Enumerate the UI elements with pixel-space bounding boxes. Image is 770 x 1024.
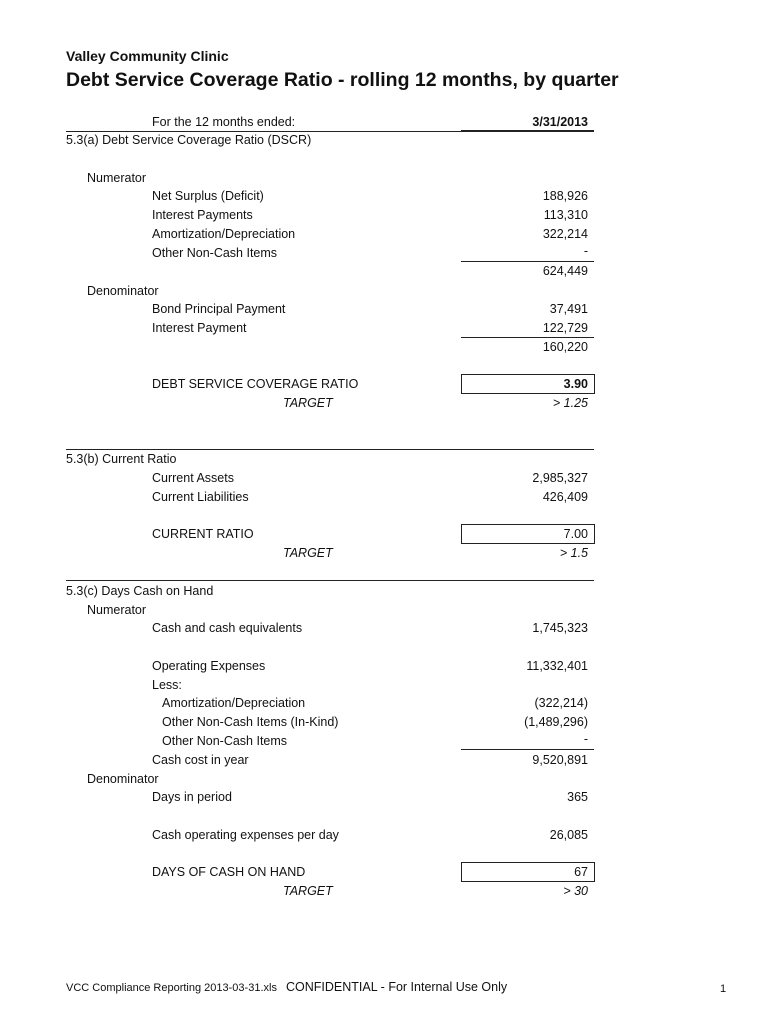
cash-cost-line bbox=[461, 749, 594, 750]
net-surplus-value: 188,926 bbox=[542, 189, 588, 203]
operating-expenses-value: 11,332,401 bbox=[526, 659, 588, 673]
period-label: For the 12 months ended: bbox=[152, 115, 296, 129]
current-ratio-value: 7.00 bbox=[563, 527, 588, 541]
less-label: Less: bbox=[152, 678, 182, 692]
less-noncash-value: - bbox=[583, 732, 588, 746]
days-target-label: TARGET bbox=[283, 884, 333, 898]
cash-cost-value: 9,520,891 bbox=[532, 753, 588, 767]
bond-principal-label: Bond Principal Payment bbox=[152, 302, 286, 316]
days-in-period-value: 365 bbox=[567, 790, 588, 804]
bond-principal-value: 37,491 bbox=[549, 302, 588, 316]
days-cash-ratio-value: 67 bbox=[574, 865, 588, 879]
interest-payments-value: 113,310 bbox=[543, 208, 588, 222]
cash-per-day-value: 26,085 bbox=[549, 828, 588, 842]
current-assets-value: 2,985,327 bbox=[532, 471, 588, 485]
page-title: Debt Service Coverage Ratio - rolling 12 months, by quarter bbox=[66, 69, 619, 91]
days-cash-ratio-label: DAYS OF CASH ON HAND bbox=[152, 865, 306, 879]
cash-cost-label: Cash cost in year bbox=[152, 753, 249, 767]
organization-name: Valley Community Clinic bbox=[66, 48, 229, 64]
footer-page-number: 1 bbox=[720, 983, 727, 995]
less-amortization-label: Amortization/Depreciation bbox=[162, 696, 306, 710]
dscr-target-value: > 1.25 bbox=[552, 396, 588, 410]
operating-expenses-label: Operating Expenses bbox=[152, 659, 266, 673]
period-value: 3/31/2013 bbox=[532, 115, 588, 129]
amortization-label: Amortization/Depreciation bbox=[152, 227, 296, 241]
footer-confidential: CONFIDENTIAL - For Internal Use Only bbox=[286, 980, 508, 994]
days-in-period-label: Days in period bbox=[152, 790, 232, 804]
denominator-total-line bbox=[461, 337, 594, 338]
dscr-target-label: TARGET bbox=[283, 396, 333, 410]
denominator-total-value: 160,220 bbox=[542, 340, 588, 354]
numerator-total-line bbox=[461, 261, 594, 262]
current-liabilities-label: Current Liabilities bbox=[152, 490, 249, 504]
days-numerator-label: Numerator bbox=[87, 603, 147, 617]
footer-filename: VCC Compliance Reporting 2013-03-31.xls bbox=[66, 982, 277, 994]
section-dscr-heading: 5.3(a) Debt Service Coverage Ratio (DSCR) bbox=[66, 133, 312, 147]
section-divider-a bbox=[66, 131, 594, 132]
less-amortization-value: (322,214) bbox=[534, 696, 588, 710]
days-target-value: > 30 bbox=[563, 884, 588, 898]
section-divider-b bbox=[66, 449, 594, 450]
current-target-label: TARGET bbox=[283, 546, 333, 560]
dscr-numerator-label: Numerator bbox=[87, 171, 147, 185]
less-noncash-label: Other Non-Cash Items bbox=[162, 734, 288, 748]
cash-equivalents-label: Cash and cash equivalents bbox=[152, 621, 303, 635]
other-noncash-value: - bbox=[583, 244, 588, 258]
interest-payments-label: Interest Payments bbox=[152, 208, 253, 222]
cash-per-day-label: Cash operating expenses per day bbox=[152, 828, 339, 842]
current-target-value: > 1.5 bbox=[559, 546, 588, 560]
dscr-denominator-label: Denominator bbox=[87, 284, 159, 298]
dscr-ratio-label: DEBT SERVICE COVERAGE RATIO bbox=[152, 377, 359, 391]
cash-equivalents-value: 1,745,323 bbox=[532, 621, 588, 635]
less-inkind-value: (1,489,296) bbox=[524, 715, 588, 729]
dscr-ratio-value: 3.90 bbox=[563, 377, 588, 391]
days-denominator-label: Denominator bbox=[87, 772, 159, 786]
net-surplus-label: Net Surplus (Deficit) bbox=[152, 189, 264, 203]
numerator-total-value: 624,449 bbox=[542, 264, 588, 278]
section-current-heading: 5.3(b) Current Ratio bbox=[66, 452, 177, 466]
interest-payment-label: Interest Payment bbox=[152, 321, 247, 335]
other-noncash-label: Other Non-Cash Items bbox=[152, 246, 278, 260]
current-ratio-label: CURRENT RATIO bbox=[152, 527, 254, 541]
current-assets-label: Current Assets bbox=[152, 471, 234, 485]
less-inkind-label: Other Non-Cash Items (In-Kind) bbox=[162, 715, 339, 729]
current-liabilities-value: 426,409 bbox=[542, 490, 588, 504]
interest-payment-value: 122,729 bbox=[542, 321, 588, 335]
section-days-heading: 5.3(c) Days Cash on Hand bbox=[66, 584, 214, 598]
amortization-value: 322,214 bbox=[542, 227, 588, 241]
section-divider-c bbox=[66, 580, 594, 581]
